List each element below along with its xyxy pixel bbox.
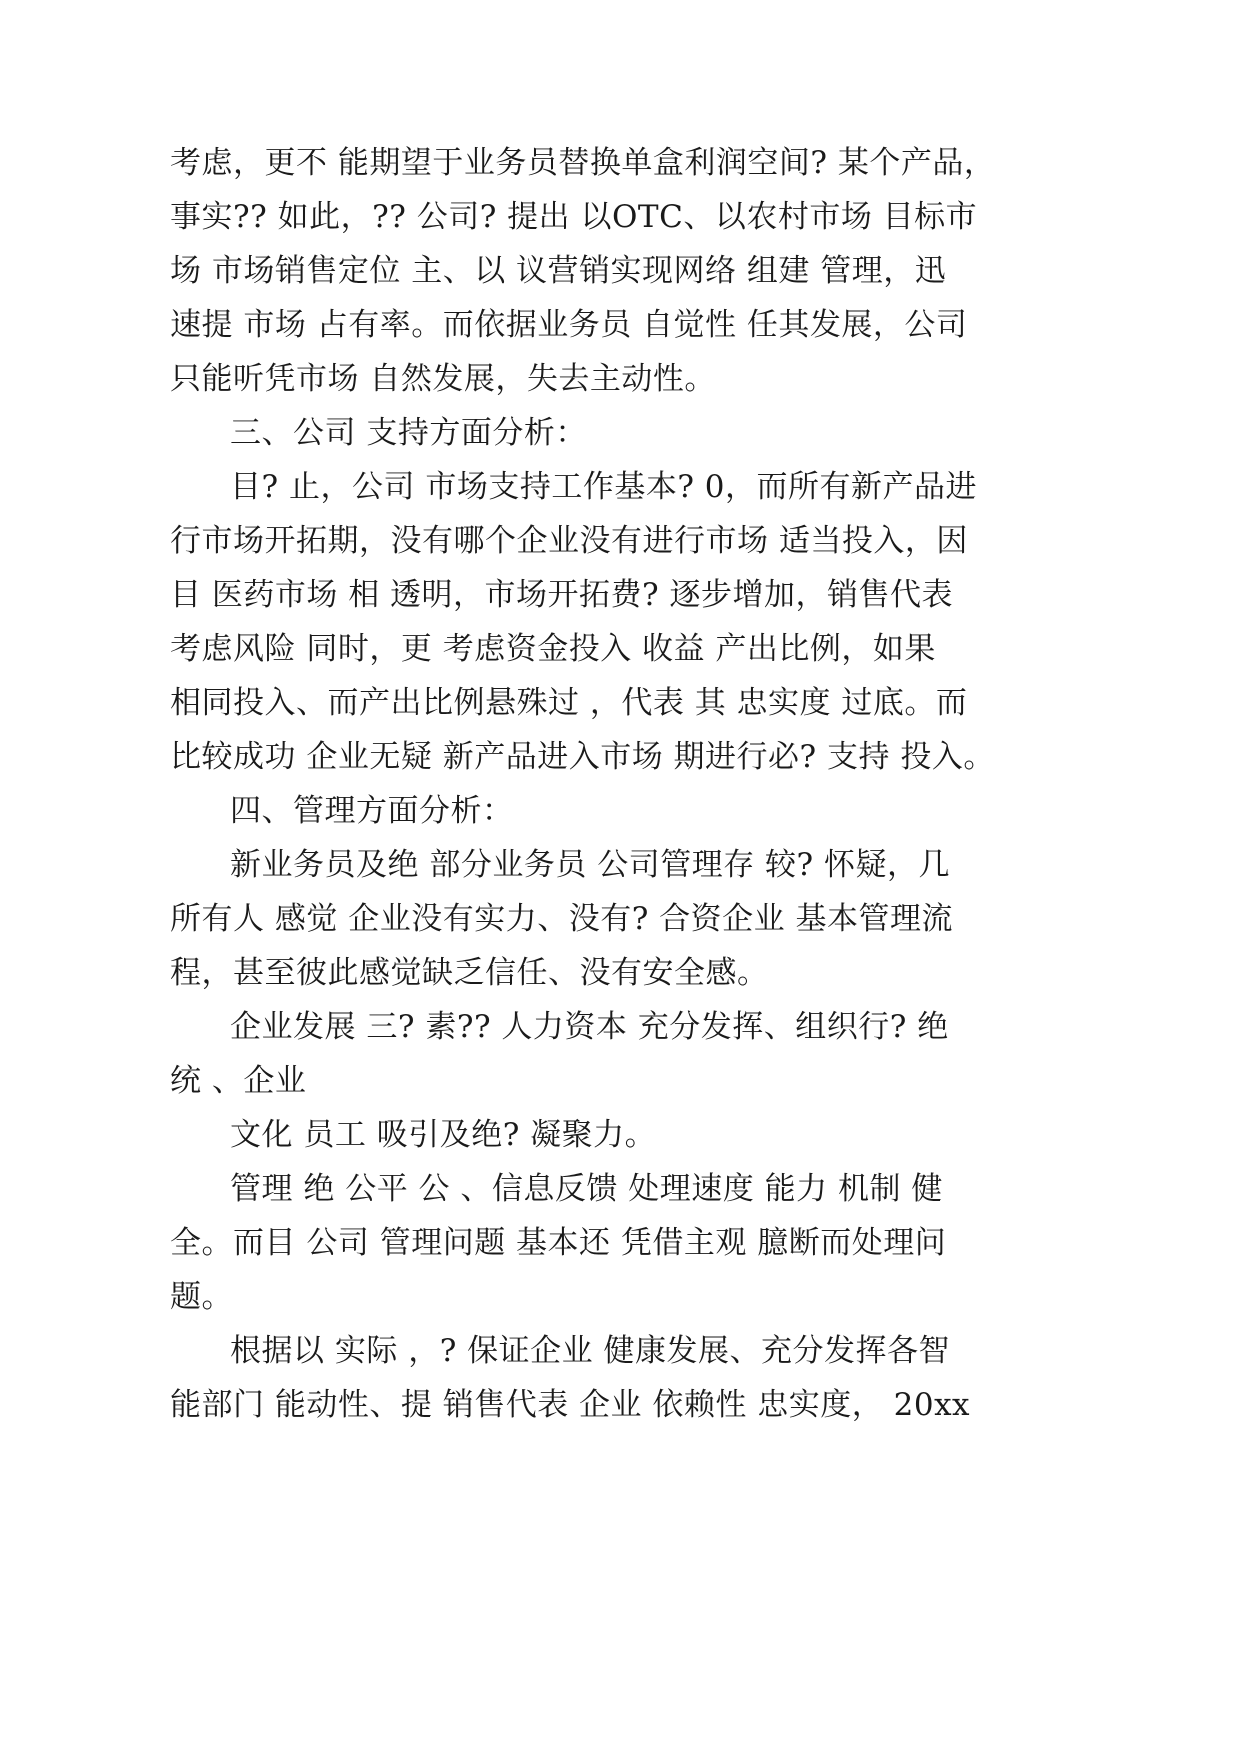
text-line: 题。 (170, 1279, 233, 1315)
text-line: 考虑风险 同时，更 考虑资金投入 收益 产出比例，如果 (170, 631, 936, 667)
text-line: 相同投入、而产出比例悬殊过 ，代表 其 忠实度 过底。而 (170, 685, 968, 721)
text-line: 行市场开拓期，没有哪个企业没有进行市场 适当投入，因 (170, 523, 968, 559)
section-heading: 三、公司 支持方面分析： (230, 415, 587, 451)
text-line: 目? 止，公司 市场支持工作基本? 0，而所有新产品进 (230, 469, 978, 505)
text-line: 比较成功 企业无疑 新产品进入市场 期进行必? 支持 投入。 (170, 739, 995, 775)
text-line: 所有人 感觉 企业没有实力、没有? 合资企业 基本管理流 (170, 901, 954, 937)
text-line: 目 医药市场 相 透明，市场开拓费? 逐步增加，销售代表 (170, 577, 954, 613)
text-line: 速提 市场 占有率。而依据业务员 自觉性 任其发展，公司 (170, 307, 968, 343)
text-line: 根据以 实际 ，? 保证企业 健康发展、充分发挥各智 (230, 1333, 951, 1369)
text-line: 企业发展 三? 素?? 人力资本 充分发挥、组织行? 绝 (230, 1009, 949, 1045)
text-line: 能部门 能动性、提 销售代表 企业 依赖性 忠实度， 20xx (170, 1387, 971, 1423)
section-heading: 四、管理方面分析： (230, 793, 514, 829)
text-line: 只能听凭市场 自然发展，失去主动性。 (170, 361, 716, 397)
text-line: 全。而目 公司 管理问题 基本还 凭借主观 臆断而处理问 (170, 1225, 947, 1261)
text-line: 事实?? 如此，?? 公司? 提出 以OTC、以农村市场 目标市 (170, 199, 978, 235)
text-line: 管理 绝 公平 公 、信息反馈 处理速度 能力 机制 健 (230, 1171, 943, 1207)
text-line: 场 市场销售定位 主、以 议营销实现网络 组建 管理，迅 (170, 253, 947, 289)
text-line: 考虑，更不 能期望于业务员替换单盒利润空间? 某个产品， (170, 145, 996, 181)
text-line: 新业务员及绝 部分业务员 公司管理存 较? 怀疑，几 (230, 847, 951, 883)
text-line: 统 、企业 (170, 1063, 307, 1099)
text-line: 文化 员工 吸引及绝? 凝聚力。 (230, 1117, 657, 1153)
text-line: 程，甚至彼此感觉缺乏信任、没有安全感。 (170, 955, 769, 991)
